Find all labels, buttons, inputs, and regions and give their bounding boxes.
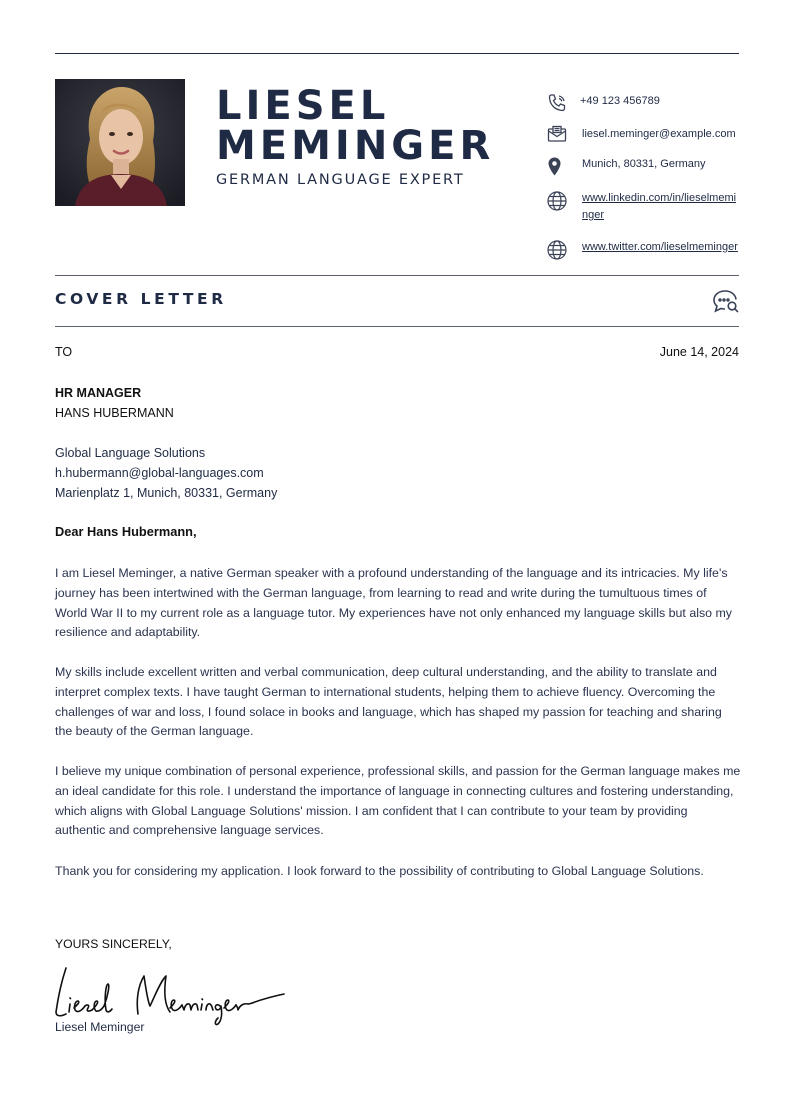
section-divider-top (55, 275, 739, 276)
name-last: MEMINGER (216, 123, 495, 169)
recipient-title: HR MANAGER (55, 386, 142, 400)
globe-icon (546, 239, 568, 261)
closing: YOURS SINCERELY, (55, 937, 172, 951)
recipient-name: HANS HUBERMANN (55, 406, 174, 420)
contact-phone-row (546, 92, 660, 114)
signer-name: Liesel Meminger (55, 1020, 145, 1034)
linkedin-link[interactable]: www.linkedin.com/in/lieselmeminger (582, 192, 737, 221)
contact-location-row (546, 155, 706, 177)
to-label: TO (55, 345, 73, 359)
recipient-company: Global Language Solutions (55, 446, 206, 460)
twitter-link[interactable]: www.twitter.com/lieselmeminger (582, 241, 738, 253)
contact-email-row (546, 124, 736, 146)
top-divider (55, 53, 739, 54)
section-title: COVER LETTER (55, 290, 227, 308)
recipient-email: h.hubermann@global-languages.com (55, 466, 264, 480)
chat-search-icon (712, 289, 740, 315)
job-title: GERMAN LANGUAGE EXPERT (216, 172, 465, 188)
body-paragraph: My skills include excellent written and verbal communication, deep cultural understanding, and the ability to translate and interpret complex texts. I have taught German to international students, helping them to achieve fluency. Overcoming the challenges of war and loss, I found solace in books and language, which has shaped my passion for teaching and sharing the beauty of the German language. (55, 665, 722, 739)
contact-email: liesel.meminger@example.com (582, 128, 736, 140)
recipient-address: Marienplatz 1, Munich, 80331, Germany (55, 486, 278, 500)
location-pin-icon (546, 155, 568, 177)
section-divider-bottom (55, 326, 739, 327)
envelope-icon (546, 124, 568, 146)
contact-phone: +49 123 456789 (580, 95, 660, 107)
globe-icon (546, 190, 568, 212)
body-paragraph: I am Liesel Meminger, a native German speaker with a profound understanding of the language and its intricacies. My life's journey has been intertwined with the German language, from learning to read and write during the tumultuous times of World War II to my current role as a language tutor. My experiences have not only enhanced my language skills but also my resilience and adaptability. (55, 566, 733, 640)
contact-linkedin-row[interactable] (546, 190, 738, 224)
body-paragraph: I believe my unique combination of personal experience, professional skills, and passion for the German language makes me an ideal candidate for this role. I understand the importance of language in connecting cultures and fostering understanding, which aligns with Global Language Solutions' mission. I am confident that I can contribute to your team by providing authentic and comprehensive language services. (55, 764, 741, 838)
profile-photo (55, 79, 185, 206)
contact-twitter-row[interactable] (546, 239, 742, 261)
contact-location: Munich, 80331, Germany (582, 158, 706, 170)
letter-date: June 14, 2024 (659, 345, 739, 359)
name-first: LIESEL (216, 83, 390, 129)
name-block (216, 83, 526, 188)
salutation: Dear Hans Hubermann, (55, 524, 197, 539)
phone-icon (546, 92, 568, 114)
body-paragraph: Thank you for considering my application. I look forward to the possibility of contributing to Global Language Solutions. (55, 864, 704, 878)
